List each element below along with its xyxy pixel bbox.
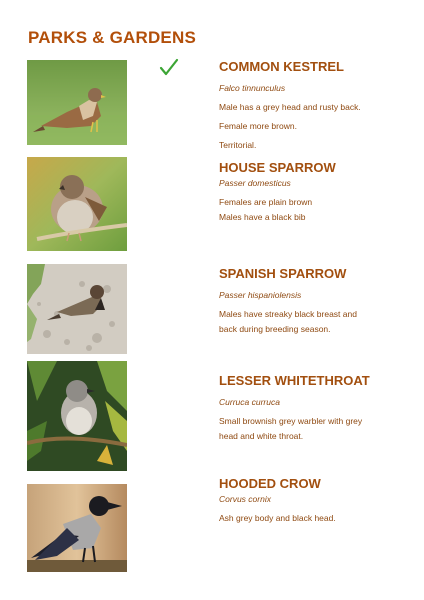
hooded-crow-photo: [27, 484, 127, 572]
species-note: Small brownish grey warbler with grey: [219, 416, 363, 426]
common-kestrel-photo: [27, 60, 127, 145]
species-common-kestrel: [219, 59, 409, 151]
species-latin-name: Passer domesticus: [219, 178, 291, 188]
species-hooded-crow: [219, 476, 409, 524]
lesser-whitethroat-photo: [27, 361, 127, 471]
species-name: LESSER WHITETHROAT: [219, 373, 370, 388]
page-title: PARKS & GARDENS: [28, 28, 196, 47]
species-latin-name: Falco tinnunculus: [219, 83, 286, 93]
species-name: HOODED CROW: [219, 476, 321, 491]
species-name: COMMON KESTREL: [219, 59, 344, 74]
species-name: SPANISH SPARROW: [219, 266, 347, 281]
species-note: head and white throat.: [219, 431, 304, 441]
species-note: Territorial.: [219, 140, 257, 150]
species-house-sparrow: [219, 160, 409, 223]
species-note: Males have streaky black breast and: [219, 309, 357, 319]
species-note: Females are plain brown: [219, 197, 313, 207]
species-note: Males have a black bib: [219, 212, 306, 222]
species-spanish-sparrow: [219, 266, 409, 335]
species-name: HOUSE SPARROW: [219, 160, 336, 175]
species-latin-name: Corvus cornix: [219, 494, 271, 504]
species-lesser-whitethroat: [219, 373, 409, 442]
house-sparrow-photo: [27, 157, 127, 251]
species-note: Male has a grey head and rusty back.: [219, 102, 361, 112]
species-note: back during breeding season.: [219, 324, 331, 334]
spanish-sparrow-photo: [27, 264, 127, 354]
species-note: Female more brown.: [219, 121, 297, 131]
species-latin-name: Passer hispaniolensis: [219, 290, 302, 300]
species-latin-name: Curruca curruca: [219, 397, 280, 407]
checkmark-icon[interactable]: [158, 56, 180, 78]
species-note: Ash grey body and black head.: [219, 513, 336, 523]
